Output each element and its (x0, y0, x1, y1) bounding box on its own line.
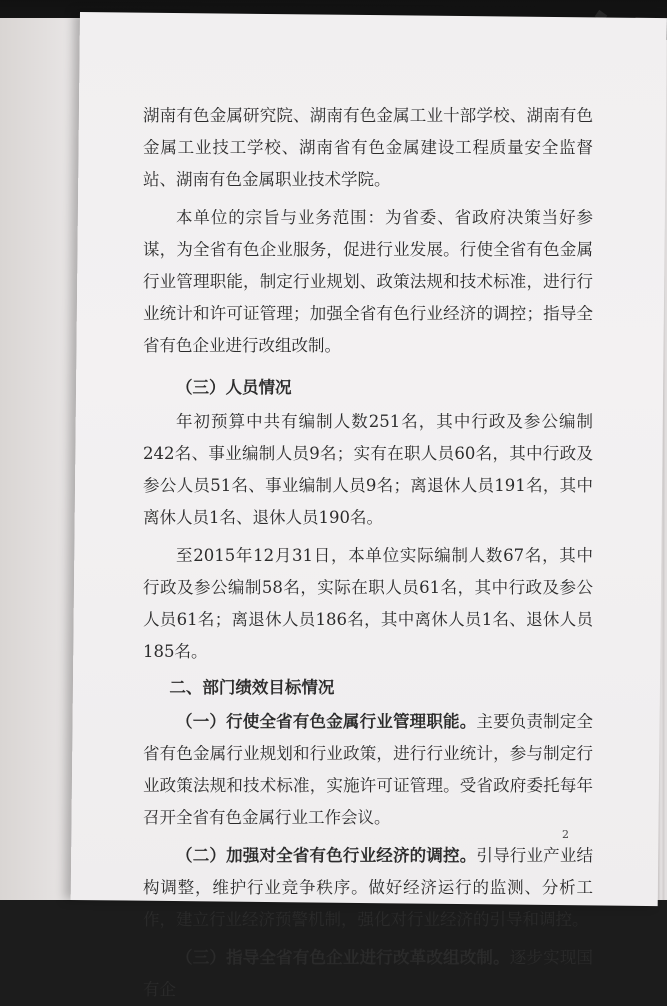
goal-2-lead: （二）加强对全省有色行业经济的调控。 (176, 846, 477, 865)
section-heading-staff: （三）人员情况 (176, 378, 292, 397)
paragraph-staff-budget: 年初预算中共有编制人数251名，其中行政及参公编制242名、事业编制人员9名；实有在职人员60名，其中行政及参公人员51名、事业编制人员9名；离退休人员191名，其中离休人员1名、退休人员190名。 (143, 412, 593, 527)
goal-3-text: 逐步实现国有企 (143, 948, 593, 999)
paragraph-staff-actual: 至2015年12月31日，本单位实际编制人数67名，其中行政及参公编制58名，实际在职人员61名，其中行政及参公人员61名；离退休人员186名，其中离休人员1名、退休人员185名。 (143, 546, 593, 661)
paragraph-goal-2 (143, 840, 593, 936)
paragraph-units: 湖南有色金属研究院、湖南有色金属工业十部学校、湖南有色金属工业技工学校、湖南省有色金属建设工程质量安全监督站、湖南有色金属职业技术学院。 (143, 106, 593, 189)
goal-1-text: 主要负责制定全省有色金属行业规划和行业政策，进行行业统计，参与制定行业政策法规和技术标准，实施许可证管理。受省政府委托每年召开全省有色金属行业工作会议。 (143, 712, 593, 827)
paragraph-mission: 本单位的宗旨与业务范围：为省委、省政府决策当好参谋，为全省有色企业服务，促进行业发展。行使全省有色金属行业管理职能，制定行业规划、政策法规和技术标准，进行行业统计和许可证管理；加强全省有色行业经济的调控；指导全省有色企业进行改组改制。 (143, 208, 593, 355)
section-heading-performance: 二、部门绩效目标情况 (169, 678, 335, 697)
goal-1-lead: （一）行使全省有色金属行业管理职能。 (176, 712, 477, 731)
document-body (143, 100, 593, 1006)
goal-2-text: 引导行业产业结构调整，维护行业竞争秩序。做好经济运行的监测、分析工作，建立行业经济预警机制，强化对行业经济的引导和调控。 (143, 846, 593, 929)
goal-3-lead: （三）指导全省有色企业进行改革改组改制。 (176, 948, 510, 967)
paragraph-goal-1 (143, 706, 593, 834)
page-number: 2 (562, 828, 569, 841)
paragraph-goal-3 (143, 942, 593, 1006)
